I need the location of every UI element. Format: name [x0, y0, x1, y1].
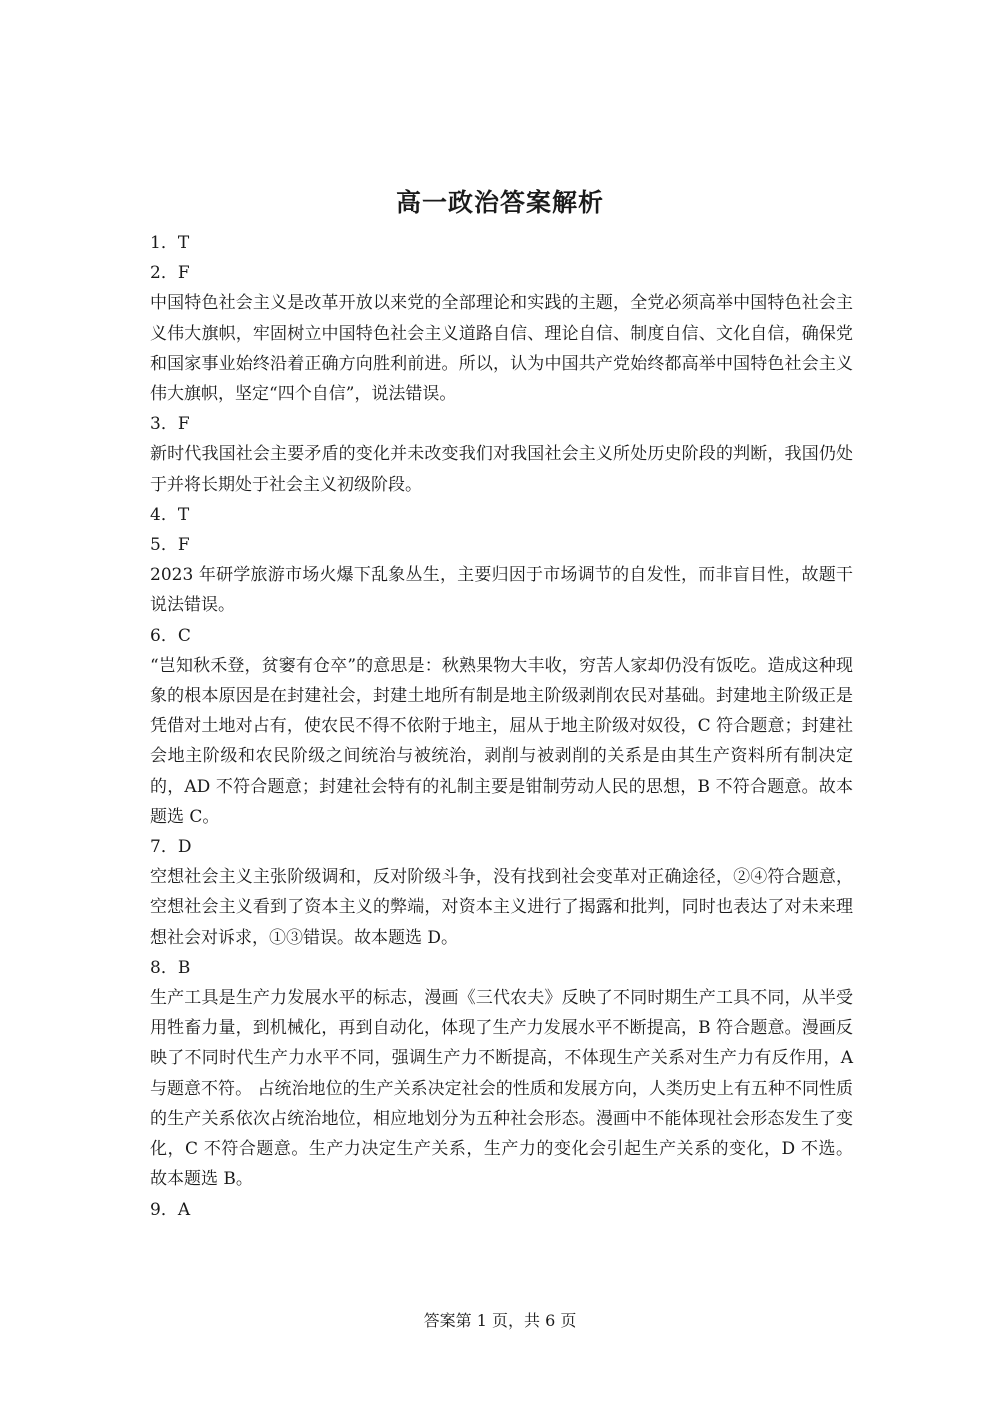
explanation-8: 生产工具是生产力发展水平的标志，漫画《三代农夫》反映了不同时期生产工具不同，从半受用牲畜力量，到机械化，再到自动化，体现了生产力发展水平不断提高，B 符合题意。漫画反映了不同时代生产力水平不同，强调生产力不断提高，不体现生产关系对生产力有反作用，A 与题意不符。 占统治地位的生产关系决定社会的性质和发展方向，人类历史上有五种不同性质的生产关系依次占统治地位，相应地划分为五种社会形态。漫画中不能体现社会形态发生了变化，C 不符合题意。生产力决定生产关系，生产力的变化会引起生产关系的变化，D 不选。 故本题选 B。 [150, 988, 853, 1190]
answer-3: 3．F [150, 414, 190, 435]
answer-5: 5．F [150, 535, 190, 556]
answer-7: 7．D [150, 837, 192, 858]
answer-4: 4．T [150, 504, 190, 525]
explanation-6: “岂知秋禾登，贫窭有仓卒”的意思是：秋熟果物大丰收，穷苦人家却仍没有饭吃。造成这种现象的根本原因是在封建社会，封建土地所有制是地主阶级剥削农民对基础。封建地主阶级正是凭借对土地对占有，使农民不得不依附于地主，屈从于地主阶级对奴役，C 符合题意；封建社会地主阶级和农民阶级之间统治与被统治，剥削与被剥削的关系是由其生产资料所有制决定的，AD 不符合题意；封建社会特有的礼制主要是钳制劳动人民的思想，B 不符合题意。故本题选 C。 [150, 655, 853, 827]
explanation-7: 空想社会主义主张阶级调和，反对阶级斗争，没有找到社会变革对正确途径，②④符合题意，空想社会主义看到了资本主义的弊端，对资本主义进行了揭露和批判，同时也表达了对未来理想社会对诉求，①③错误。故本题选 D。 [150, 867, 853, 948]
explanation-2: 中国特色社会主义是改革开放以来党的全部理论和实践的主题，全党必须高举中国特色社会主义伟大旗帜，牢固树立中国特色社会主义道路自信、理论自信、制度自信、文化自信，确保党和国家事业始终沿着正确方向胜利前进。所以，认为中国共产党始终都高举中国特色社会主义伟大旗帜，坚定“四个自信”，说法错误。 [150, 293, 853, 405]
answer-8: 8．B [150, 957, 191, 978]
explanation-3: 新时代我国社会主要矛盾的变化并未改变我们对我国社会主义所处历史阶段的判断，我国仍处于并将长期处于社会主义初级阶段。 [150, 444, 853, 495]
answer-2: 2．F [150, 263, 190, 284]
answer-6: 6．C [150, 625, 191, 646]
explanation-5: 2023 年研学旅游市场火爆下乱象丛生，主要归因于市场调节的自发性，而非盲目性，故题干说法错误。 [150, 565, 853, 616]
answer-list [150, 228, 853, 1225]
answer-1: 1．T [150, 233, 190, 253]
page-title: 高一政治答案解析 [395, 188, 604, 217]
answer-9: 9．A [150, 1199, 191, 1220]
page-footer: 答案第 1 页，共 6 页 [423, 1311, 577, 1330]
